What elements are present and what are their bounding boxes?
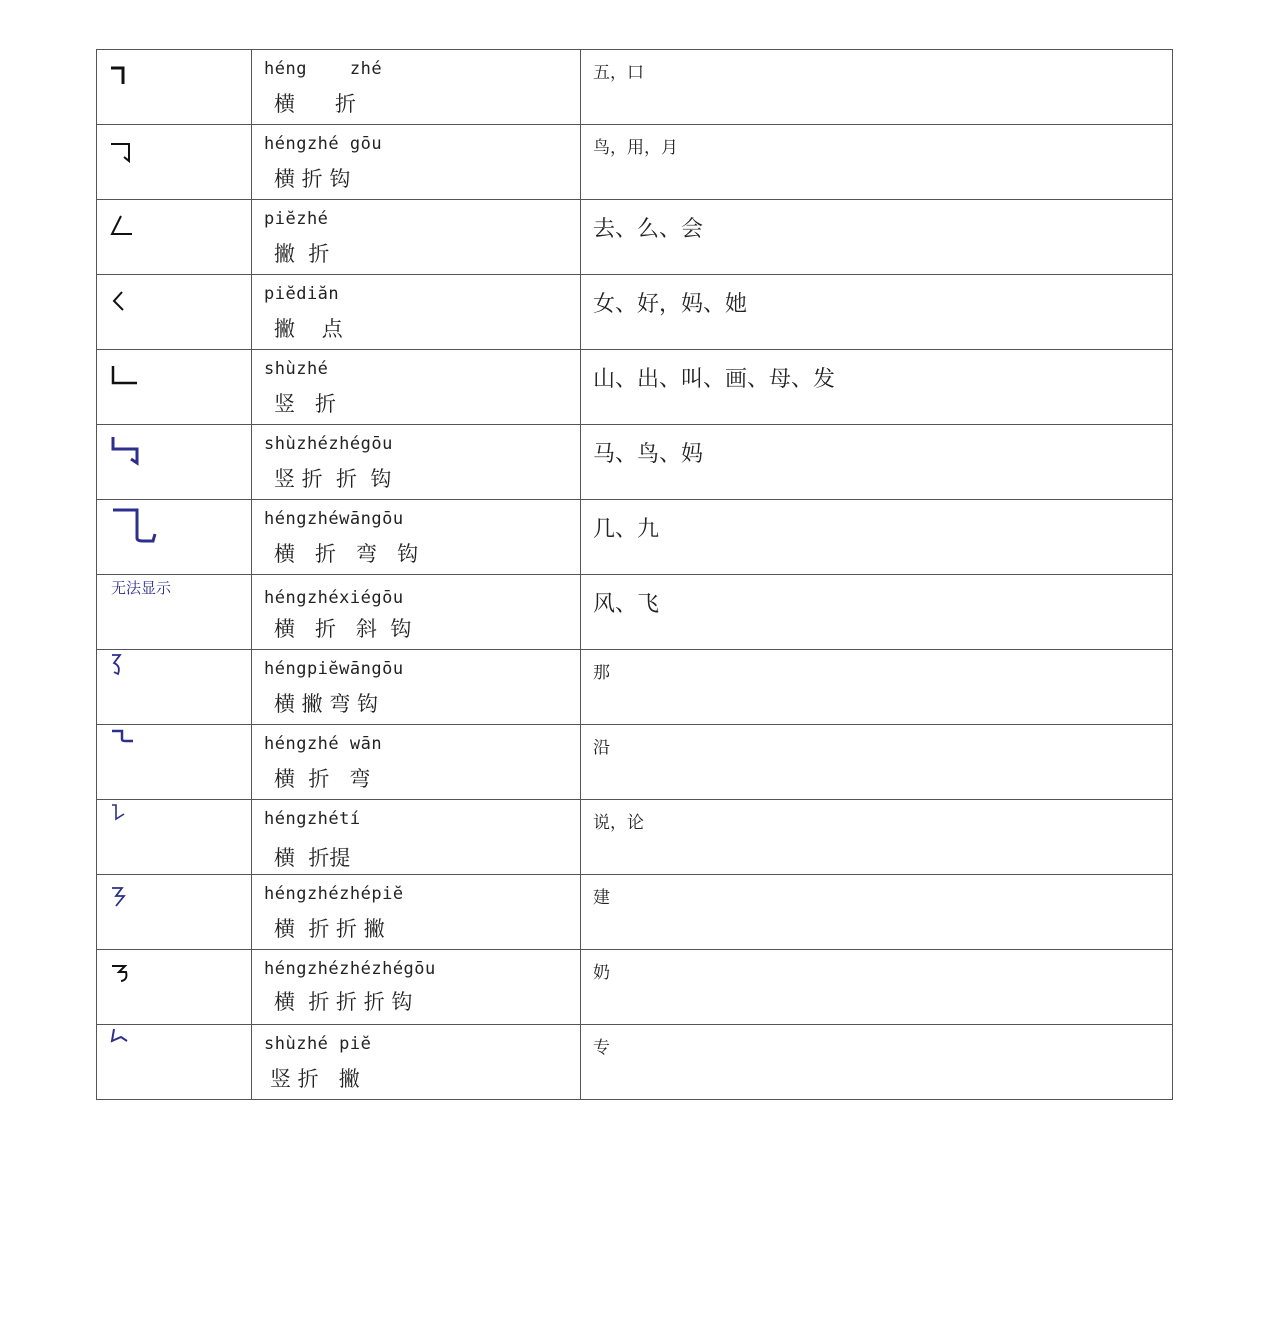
hanzi-text: 横 折 弯 钩 (274, 542, 419, 566)
table-row (97, 800, 1173, 875)
stroke-name-cell (252, 200, 581, 275)
stroke-name-cell (252, 275, 581, 350)
examples-cell (581, 575, 1173, 650)
examples-cell (581, 650, 1173, 725)
example-characters: 马、鸟、妈 (593, 442, 704, 467)
hanzi-text: 横 折 折 撇 (274, 917, 385, 941)
table-row (97, 275, 1173, 350)
hanzi-text: 横 折提 (274, 846, 351, 870)
examples-cell (581, 425, 1173, 500)
example-characters: 几、九 (593, 517, 660, 542)
pinyin-text: shùzhézhégōu (264, 434, 393, 454)
stroke-name-cell (252, 125, 581, 200)
stroke-name-cell (252, 500, 581, 575)
stroke-cell (97, 800, 252, 875)
pie-zhe-stroke-icon (109, 214, 135, 238)
example-characters: 鸟，用，月 (593, 138, 678, 158)
stroke-cell (97, 650, 252, 725)
shu-zhe-stroke-icon (109, 364, 139, 386)
pinyin-text: piĕdiăn (264, 284, 340, 304)
stroke-name-cell (252, 1025, 581, 1100)
table-row (97, 50, 1173, 125)
stroke-cell (97, 350, 252, 425)
table-row (97, 650, 1173, 725)
table-row (97, 725, 1173, 800)
hanzi-text: 横 折 钩 (274, 167, 351, 191)
heng-zhe-zhe-pie-stroke-icon (109, 885, 129, 909)
hanzi-text: 横 折 折 折 钩 (274, 990, 413, 1014)
heng-pie-wan-gou-stroke-icon (109, 652, 125, 678)
stroke-name-cell (252, 725, 581, 800)
hanzi-text: 横 撇 弯 钩 (274, 692, 379, 716)
stroke-cell (97, 200, 252, 275)
shu-zhe-pie-stroke-icon (109, 1027, 131, 1047)
pinyin-text: héngzhézhézhégōu (264, 959, 436, 979)
example-characters: 五，口 (593, 63, 644, 83)
examples-cell (581, 1025, 1173, 1100)
stroke-cell (97, 575, 252, 650)
pinyin-text: piĕzhé (264, 209, 329, 229)
pinyin-text: héngzhé wān (264, 734, 383, 754)
pinyin-text: héng zhé (264, 59, 383, 79)
stroke-cell (97, 425, 252, 500)
heng-zhe-ti-stroke-icon (109, 802, 127, 824)
examples-cell (581, 125, 1173, 200)
examples-cell (581, 275, 1173, 350)
table-row (97, 875, 1173, 950)
pie-dian-stroke-icon (109, 289, 129, 313)
example-characters: 奶 (593, 963, 610, 983)
hanzi-text: 撇 点 (274, 317, 343, 341)
pinyin-text: héngzhéwāngōu (264, 509, 404, 529)
example-characters: 沿 (593, 738, 610, 758)
hanzi-text: 竖 折 撇 (270, 1067, 360, 1091)
stroke-cell (97, 725, 252, 800)
stroke-cell (97, 50, 252, 125)
hanzi-text: 竖 折 折 钩 (274, 467, 392, 491)
table-row (97, 200, 1173, 275)
hanzi-text: 撇 折 (274, 242, 330, 266)
example-characters: 去、么、会 (593, 217, 704, 242)
pinyin-text: héngzhé gōu (264, 134, 383, 154)
stroke-cell (97, 275, 252, 350)
stroke-name-cell (252, 425, 581, 500)
examples-cell (581, 725, 1173, 800)
heng-zhe-zhe-zhe-gou-stroke-icon (109, 962, 131, 984)
example-characters: 那 (593, 663, 610, 683)
stroke-name-cell (252, 800, 581, 875)
pinyin-text: héngzhéxiégōu (264, 588, 404, 608)
examples-cell (581, 875, 1173, 950)
example-characters: 建 (593, 888, 610, 908)
stroke-name-cell (252, 875, 581, 950)
examples-cell (581, 200, 1173, 275)
stroke-name-cell (252, 650, 581, 725)
heng-zhe-wan-gou-stroke-icon (109, 504, 159, 544)
example-characters: 山、出、叫、画、母、发 (593, 367, 836, 392)
table-row (97, 500, 1173, 575)
examples-cell (581, 50, 1173, 125)
heng-zhe-stroke-icon (109, 64, 129, 86)
hanzi-text: 横 折 弯 (274, 767, 371, 791)
stroke-name-cell (252, 50, 581, 125)
stroke-name-cell (252, 350, 581, 425)
stroke-table (96, 49, 1173, 1100)
stroke-cell (97, 875, 252, 950)
table-row (97, 125, 1173, 200)
shu-zhe-zhe-gou-stroke-icon (109, 433, 143, 467)
example-characters: 女、好，妈、她 (593, 292, 748, 317)
pinyin-text: héngzhétí (264, 809, 361, 829)
pinyin-text: héngpiĕwāngōu (264, 659, 404, 679)
stroke-cell (97, 125, 252, 200)
pinyin-text: héngzhézhépiĕ (264, 884, 404, 904)
table-row (97, 575, 1173, 650)
examples-cell (581, 950, 1173, 1025)
heng-zhe-wan-stroke-icon (109, 727, 135, 745)
stroke-name-cell (252, 950, 581, 1025)
examples-cell (581, 500, 1173, 575)
stroke-cell (97, 950, 252, 1025)
pinyin-text: shùzhé (264, 359, 329, 379)
hanzi-text: 横 折 (274, 92, 357, 116)
examples-cell (581, 800, 1173, 875)
stroke-name-cell (252, 575, 581, 650)
hanzi-text: 横 折 斜 钩 (274, 617, 412, 641)
stroke-cell (97, 1025, 252, 1100)
unavailable-stroke-label: 无法显示 (111, 579, 172, 597)
hanzi-text: 竖 折 (274, 392, 337, 416)
table-row (97, 350, 1173, 425)
example-characters: 说，论 (593, 813, 644, 833)
table-row (97, 425, 1173, 500)
heng-zhe-gou-stroke-icon (109, 139, 135, 165)
stroke-cell (97, 500, 252, 575)
examples-cell (581, 350, 1173, 425)
table-row (97, 950, 1173, 1025)
pinyin-text: shùzhé piĕ (264, 1034, 372, 1054)
table-row (97, 1025, 1173, 1100)
example-characters: 风、飞 (593, 592, 660, 617)
example-characters: 专 (593, 1038, 610, 1058)
